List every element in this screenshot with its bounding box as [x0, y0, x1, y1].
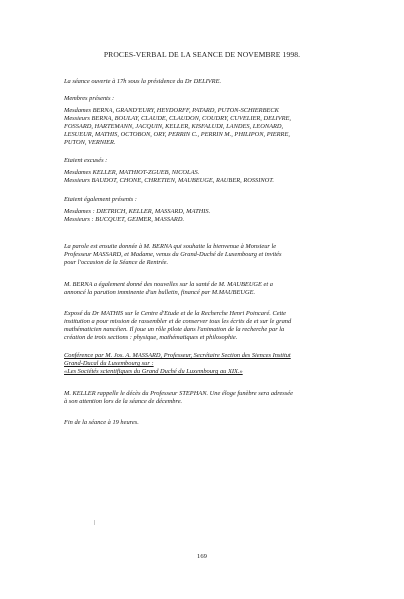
members-line: PUTON, VERNIER. [64, 139, 116, 147]
paragraph-line: M. KELLER rappelle le décès du Professeur STEPHAN. Une éloge funèbre sera adressée [64, 390, 293, 397]
paragraph-line: Professeur MASSARD, et Madame, venus du Grand-Duché de Luxembourg et invités [64, 251, 282, 259]
document-title: PROCES-VERBAL DE LA SEANCE DE NOVEMBRE 1998. [103, 50, 301, 59]
closing-text: Fin de la séance à 19 heures. [64, 419, 139, 426]
excused-line: Mesdames KELLER, MATHIOT-ZGUEB, NICOLAS. [64, 169, 200, 177]
paragraph-line: Exposé du Dr MATHIS sur le Centre d'Etude et de la Recherche Henri Poincaré. Cette [64, 310, 286, 317]
conference-line: Grand-Ducal du Luxembourg sur : [64, 360, 154, 368]
excused-heading: Etaient excusés : [64, 157, 108, 164]
paragraph-line: création de trois sections : physique, mathématiques et philosophie. [64, 334, 238, 342]
conference-line: «Les Sociétés scientifiques du Grand Duché du Luxembourg au XIX.» [64, 368, 243, 376]
paragraph-line: M. BERNA a également donné des nouvelles sur la santé de M. MAUBEUGE et a [64, 281, 273, 288]
members-present-heading: Membres présents : [64, 95, 115, 102]
members-line: LESUEUR, MATHIS, OCTOBON, ORY, PERRIN C., PERRIN M., PHILIPON, PIERRE, [64, 131, 290, 139]
members-line: Messieurs BERNA, BOULAY, CLAUDE, CLAUDON, COUDRY, CUVELIER, DELIVRE, [64, 115, 291, 123]
members-line: FOSSARD, HARTEMANN, JACQUIN, KELLER, KISFALUDI, LANDES, LEONARD, [64, 123, 284, 131]
closing-line [64, 419, 364, 427]
excused-line: Messieurs BAUDOT, CHONE, CHRETIEN, MAUBEUGE, RAUBER, ROSSINOT. [64, 177, 274, 185]
conference-line: Conférence par M. Jos. A. MASSARD, Professeur, Secrétaire Section des Siences Institut [64, 352, 291, 359]
paragraph-line: annoncé la parution imminente d'un bulletin, financé par M.MAUBEUGE. [64, 289, 256, 297]
paragraph-line: institution a pour mission de rassembler et de conserver tous les écrits de et sur le grand [64, 318, 292, 326]
members-present-section [64, 95, 364, 148]
also-present-section [64, 196, 364, 224]
excused-section [64, 157, 364, 185]
scan-speck [94, 520, 95, 525]
paragraph-mathis [64, 310, 364, 342]
also-present-line: Messieurs : BUCQUET, GEIMER, MASSARD. [64, 216, 185, 224]
page-number: 169 [197, 553, 207, 560]
paragraph-berna [64, 243, 364, 267]
also-present-line: Mesdames : DIETRICH, KELLER, MASSARD, MATHIS. [64, 208, 211, 216]
opening-line [64, 78, 364, 86]
paragraph-line: à son attention lors de la séance de décembre. [64, 398, 183, 406]
paragraph-maubeuge [64, 281, 364, 297]
conference-section [64, 352, 364, 376]
paragraph-line: pour l'occasion de la Séance de Rentrée. [64, 259, 169, 267]
also-present-heading: Etaient également présents : [64, 196, 137, 203]
paragraph-line: La parole est ensuite donnée à M. BERNA qui souhaite la bienvenue à Monsieur le [64, 243, 277, 250]
members-line: Mesdames BERNA, GRAND'EURY, HEYDORFF, PATARD, PUTON-SCHIERBECK [64, 107, 279, 115]
paragraph-line: mathématicien nancéien. Il joue un rôle pilote dans l'animation de la recherche par la [64, 326, 285, 334]
opening-text: La séance ouverte à 17h sous la présidence du Dr DELIVRE. [64, 78, 222, 85]
paragraph-stephan [64, 390, 364, 406]
